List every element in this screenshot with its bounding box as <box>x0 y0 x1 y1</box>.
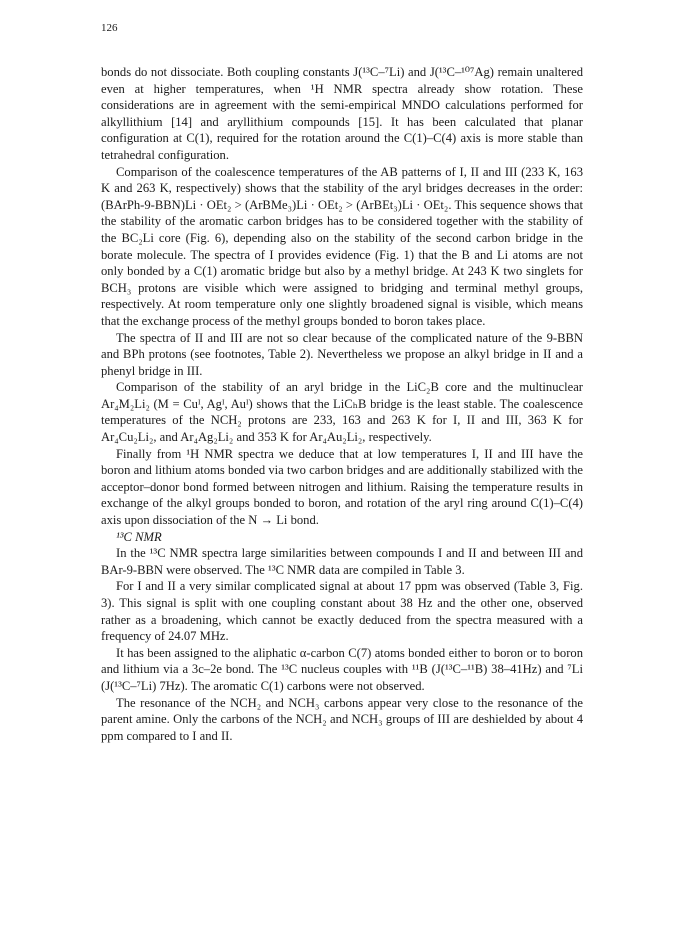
paragraph: For I and II a very similar complicated signal at about 17 ppm was observed (Table 3, Fig. 3). This signal is split with one coupling constant about 38 Hz and the other one, observed rather as a broadening, which cannot be exactly deduced from the spectra measured with a frequency of 24.07 MHz. <box>101 579 583 644</box>
paragraph: Finally from ¹H NMR spectra we deduce that at low temperatures I, II and III have the boron and lithium atoms bonded via two carbon bridges and are additionally stabilized with the acceptor–donor bond formed between nitrogen and lithium. Raising the temperature results in exchange of the alkyl groups bonded to boron, and rotation of the aryl ring around C(1)–C(4) axis upon dissociation of the N → Li bond. <box>101 446 583 528</box>
paragraph: bonds do not dissociate. Both coupling constants J(¹³C–⁷Li) and J(¹³C–¹⁰⁷Ag) remain unaltered even at higher temperatures, when ¹H NMR spectra already show rotation. These considerations are in agreement with the semi-empirical MNDO calculations performed for alkyllithium [14] and aryllithium compounds [15]. It has been calculated that planar configuration at C(1), required for the rotation around the C(1)–C(4) axis is more stable than tetrahedral configuration. <box>101 65 583 162</box>
paragraph: Comparison of the coalescence temperatures of the AB patterns of I, II and III (233 K, 163 K and 263 K, respectively) shows that the stability of the aryl bridges decreases in the order: (BArPh-9-BBN)Li · OEt₂ > (ArBMe₃)Li · OEt₂ > (ArBEt₃)Li · OEt₂. This sequence shows that the stability of the aromatic carbon bridges has to be considered together with the stability of the BC₂Li core (Fig. 6), depending also on the stability of the second carbon bridge in the borate molecule. The spectra of I provides evidence (Fig. 1) that the B and Li atoms are not only bonded by a C(1) aromatic bridge but also by a methyl bridge. At 243 K two singlets for BCH₃ protons are visible which were assigned to bridging and terminal methyl groups, respectively. At room temperature only one slightly broadened signal is visible, which means that the exchange process of the methyl groups bonded to boron takes place. <box>101 164 583 328</box>
paragraph: Comparison of the stability of an aryl bridge in the LiC₂B core and the multinuclear Ar₄M₂Li₂ (M = Cuᴵ, Agᴵ, Auᴵ) shows that the LiCₕB bridge is the least stable. The coalescence temperatures of the NCH₂ protons are 233, 163 and 263 K for I, II and III, 363 K for Ar₄Cu₂Li₂, and Ar₄Ag₂Li₂ and 353 K for Ar₄Au₂Li₂, respectively. <box>101 380 583 445</box>
page-number: 126 <box>101 22 118 34</box>
paragraph: The resonance of the NCH₂ and NCH₃ carbons appear very close to the resonance of the parent amine. Only the carbons of the NCH₂ and NCH₃ groups of III are deshielded by about 4 ppm compared to I and II. <box>101 695 583 743</box>
paragraph: In the ¹³C NMR spectra large similarities between compounds I and II and between III and BAr-9-BBN were observed. The ¹³C NMR data are compiled in Table 3. <box>101 546 583 577</box>
paragraph: It has been assigned to the aliphatic α-carbon C(7) atoms bonded either to boron or to boron and lithium via a 3c–2e bond. The ¹³C nucleus couples with ¹¹B (J(¹³C–¹¹B) 38–41Hz) and ⁷Li (J(¹³C–⁷Li) 7Hz). The aromatic C(1) carbons were not observed. <box>101 645 583 693</box>
paragraph: The spectra of II and III are not so clear because of the complicated nature of the 9-BBN and BPh protons (see footnotes, Table 2). Nevertheless we propose an alkyl bridge in II and a phenyl bridge in III. <box>101 330 583 378</box>
body-text <box>101 64 583 744</box>
section-heading: ¹³C NMR <box>116 529 162 544</box>
